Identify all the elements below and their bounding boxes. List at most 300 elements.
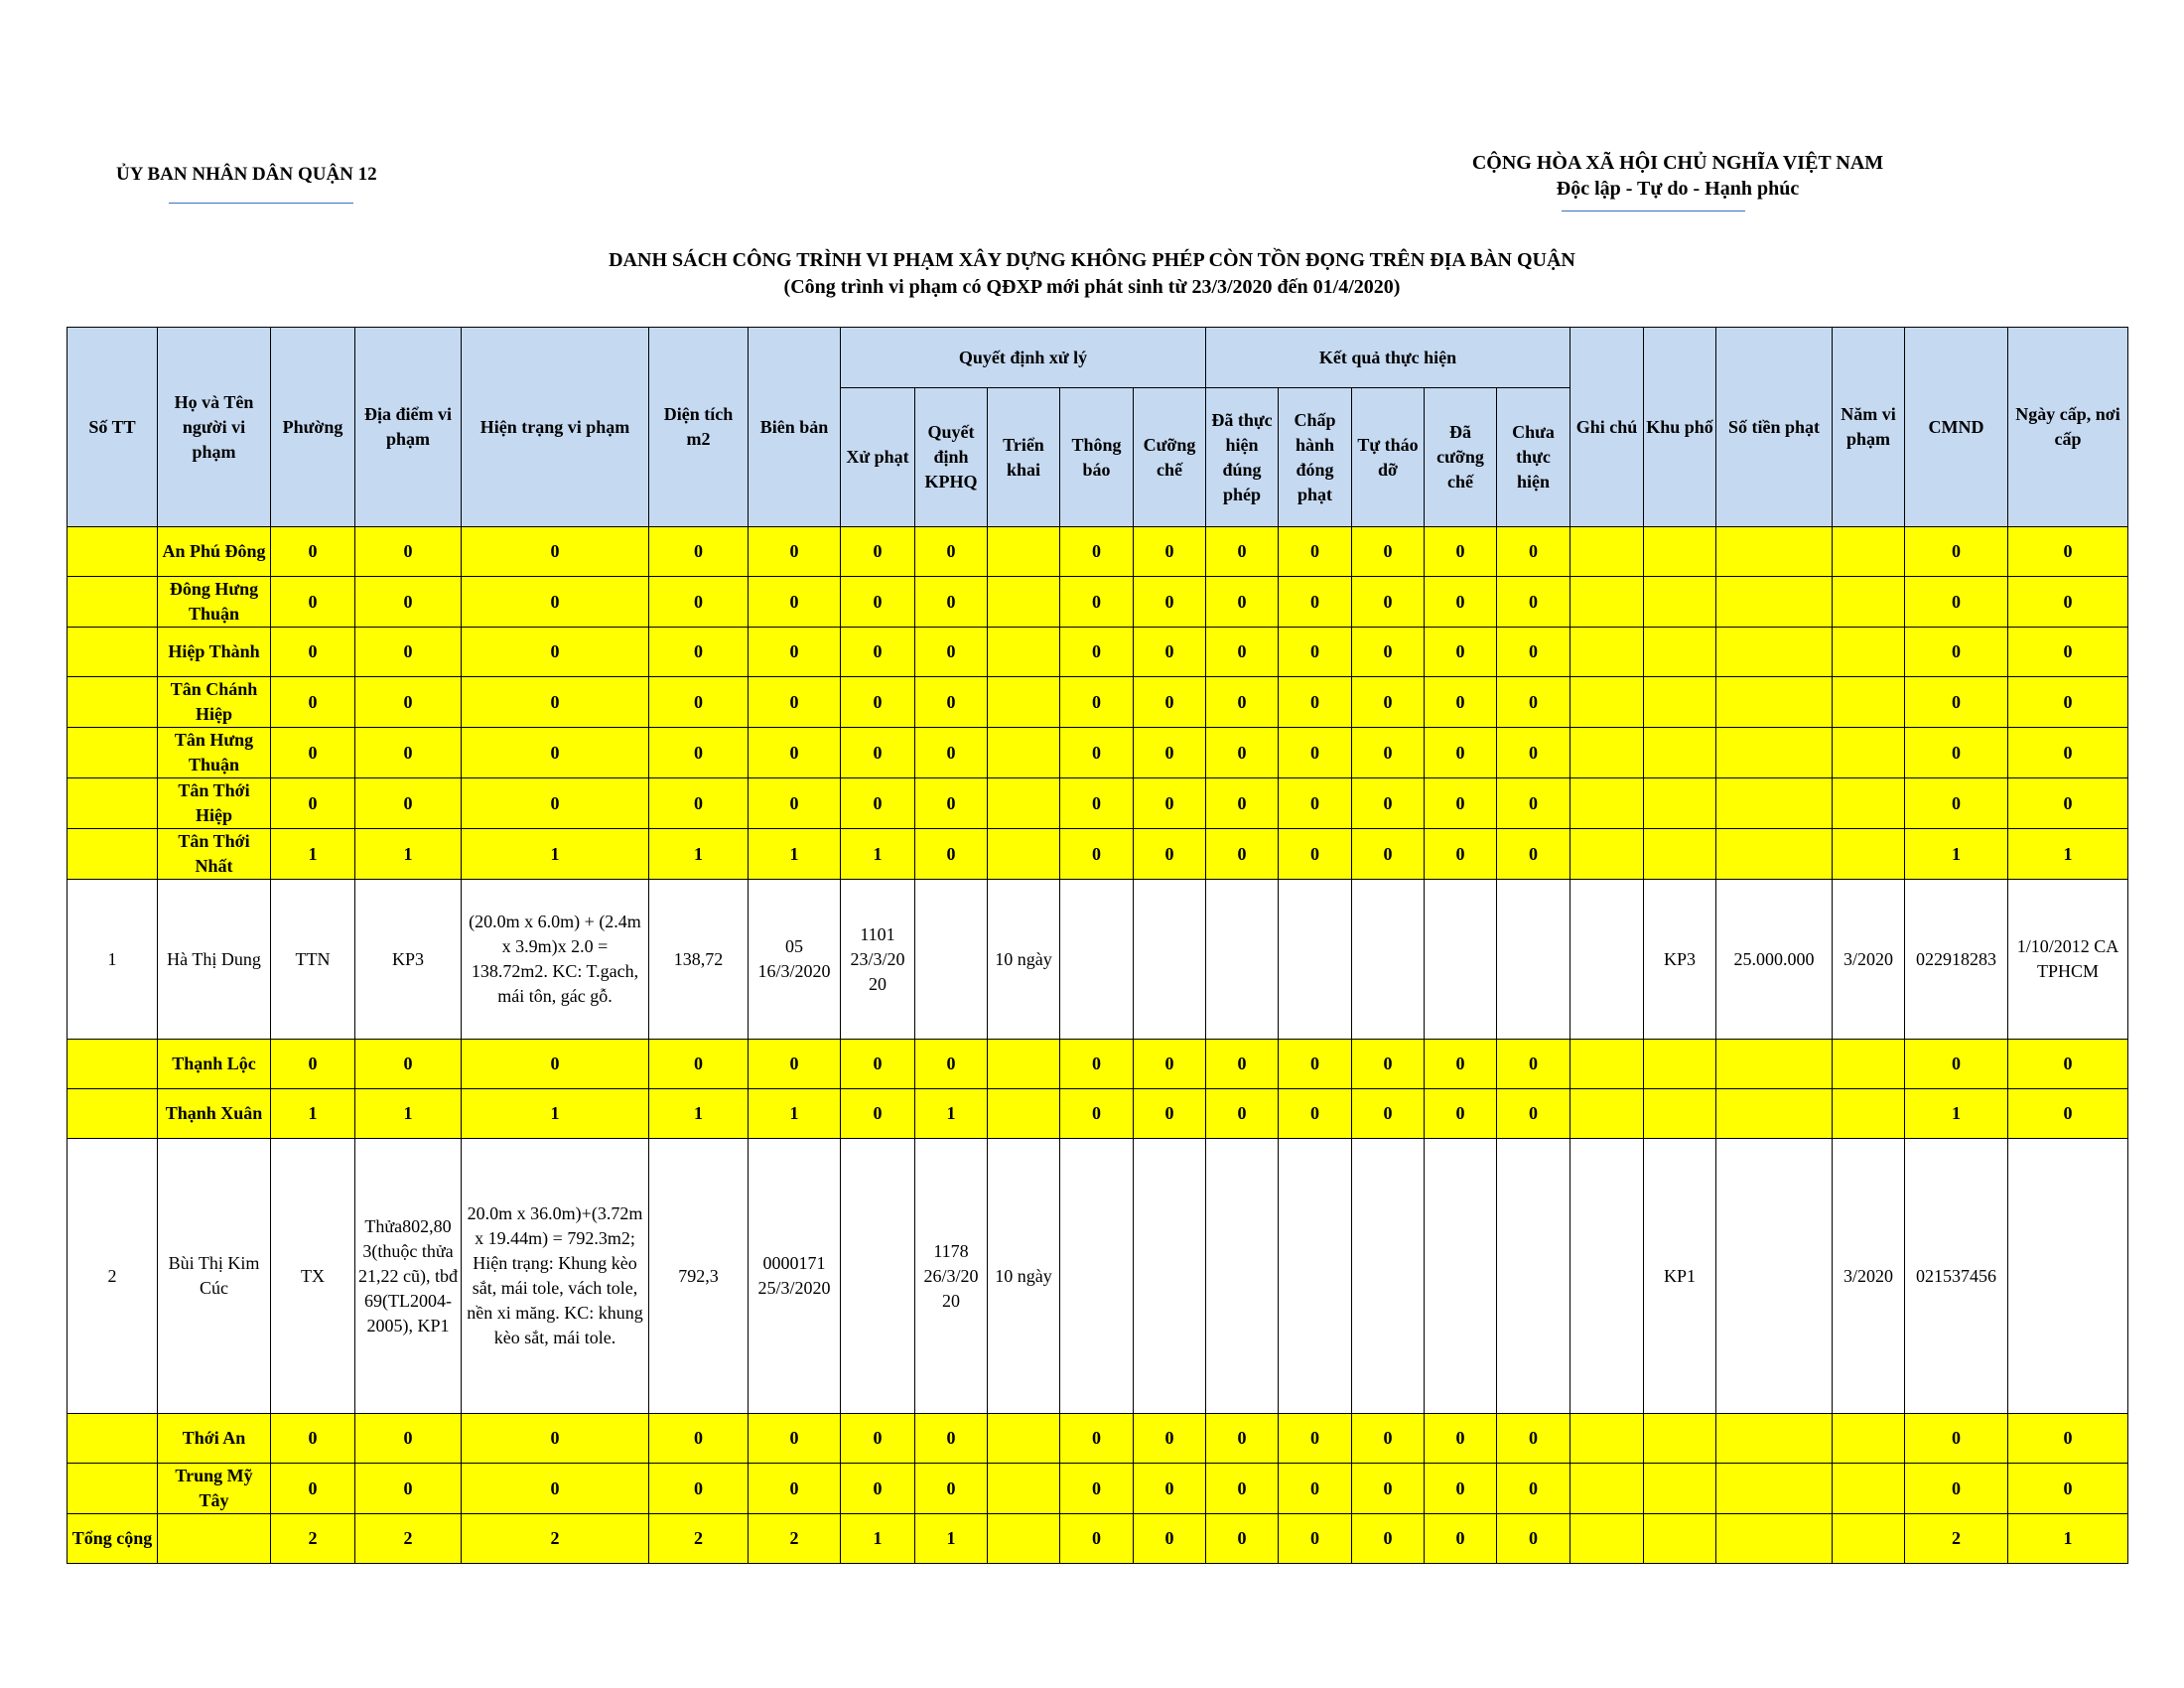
- table-cell: [68, 577, 158, 628]
- table-cell: [988, 1514, 1060, 1564]
- table-cell: 0: [1425, 527, 1497, 577]
- table-cell: 0: [2008, 778, 2128, 829]
- table-cell: 0: [841, 527, 915, 577]
- table-cell: 0: [649, 527, 749, 577]
- table-cell: 0: [1425, 1089, 1497, 1139]
- table-cell: 0: [462, 577, 649, 628]
- table-cell: 0: [1425, 728, 1497, 778]
- table-cell: [1716, 577, 1833, 628]
- table-cell: 0: [1206, 628, 1279, 677]
- table-cell: 1: [649, 1089, 749, 1139]
- col-header: Diện tích m2: [649, 328, 749, 527]
- table-cell: [68, 1464, 158, 1514]
- table-cell: 0: [271, 1040, 355, 1089]
- table-cell: 0: [1134, 1040, 1206, 1089]
- table-cell: 0: [841, 577, 915, 628]
- table-cell: [1644, 1464, 1716, 1514]
- table-cell: 0: [915, 677, 988, 728]
- col-header: Quyết định KPHQ: [915, 388, 988, 527]
- table-cell: [1833, 1464, 1905, 1514]
- table-cell: 0: [1497, 1514, 1570, 1564]
- table-cell: 0: [355, 677, 462, 728]
- table-cell: 0: [1134, 527, 1206, 577]
- table-cell: [2008, 1139, 2128, 1414]
- table-cell: [1644, 728, 1716, 778]
- table-cell: 1: [749, 1089, 841, 1139]
- ward-summary-row: [68, 1040, 2128, 1089]
- table-cell: Tân Thới Nhất: [158, 829, 271, 880]
- table-cell: 0: [1206, 1514, 1279, 1564]
- col-header: Thông báo: [1060, 388, 1134, 527]
- table-body: [68, 527, 2128, 1564]
- table-cell: 1: [355, 829, 462, 880]
- table-cell: 0: [649, 778, 749, 829]
- table-cell: [1644, 628, 1716, 677]
- table-cell: [988, 628, 1060, 677]
- table-cell: 0000171 25/3/2020: [749, 1139, 841, 1414]
- table-cell: [1570, 1089, 1644, 1139]
- table-cell: [1570, 628, 1644, 677]
- table-cell: 1: [841, 1514, 915, 1564]
- table-cell: 0: [749, 577, 841, 628]
- table-cell: 0: [355, 527, 462, 577]
- table-cell: 1: [841, 829, 915, 880]
- table-cell: 0: [915, 829, 988, 880]
- table-cell: 0: [749, 677, 841, 728]
- table-cell: [68, 1089, 158, 1139]
- table-cell: 0: [2008, 527, 2128, 577]
- table-cell: Trung Mỹ Tây: [158, 1464, 271, 1514]
- table-cell: [1833, 1414, 1905, 1464]
- table-cell: 021537456: [1905, 1139, 2008, 1414]
- table-cell: 0: [1425, 628, 1497, 677]
- table-cell: 0: [841, 1464, 915, 1514]
- table-cell: [841, 1139, 915, 1414]
- motto-line: Độc lập - Tự do - Hạnh phúc: [1556, 178, 1800, 200]
- table-cell: 0: [1134, 829, 1206, 880]
- table-cell: 0: [1352, 527, 1425, 577]
- table-cell: 0: [1425, 677, 1497, 728]
- table-cell: 0: [1905, 577, 2008, 628]
- table-cell: [1716, 1414, 1833, 1464]
- table-cell: 0: [841, 677, 915, 728]
- table-cell: 0: [1279, 1464, 1352, 1514]
- table-cell: [1644, 1089, 1716, 1139]
- ward-summary-row: [68, 677, 2128, 728]
- table-cell: [1833, 1514, 1905, 1564]
- table-cell: 0: [649, 577, 749, 628]
- table-cell: 0: [1425, 577, 1497, 628]
- col-header: Cưỡng chế: [1134, 388, 1206, 527]
- title-subtitle: (Công trình vi phạm có QĐXP mới phát sinh từ 23/3/2020 đến 01/4/2020): [783, 276, 1401, 298]
- table-cell: 0: [355, 628, 462, 677]
- violation-row: [68, 880, 2128, 1040]
- national-motto: [1390, 150, 1966, 202]
- table-cell: 0: [1206, 778, 1279, 829]
- table-cell: 0: [1134, 1464, 1206, 1514]
- table-cell: 0: [841, 778, 915, 829]
- table-cell: 0: [649, 1464, 749, 1514]
- table-cell: [988, 1040, 1060, 1089]
- table-cell: 0: [1497, 1089, 1570, 1139]
- table-cell: 0: [1352, 728, 1425, 778]
- table-cell: [1497, 880, 1570, 1040]
- table-cell: [1570, 829, 1644, 880]
- total-row: [68, 1514, 2128, 1564]
- table-cell: [1497, 1139, 1570, 1414]
- table-cell: 0: [749, 1040, 841, 1089]
- table-cell: [1716, 1464, 1833, 1514]
- table-cell: 0: [271, 1464, 355, 1514]
- table-cell: 0: [1497, 1464, 1570, 1514]
- table-cell: 0: [1352, 778, 1425, 829]
- col-header: Xử phạt: [841, 388, 915, 527]
- table-cell: Hiệp Thành: [158, 628, 271, 677]
- table-cell: 0: [915, 1040, 988, 1089]
- table-cell: TX: [271, 1139, 355, 1414]
- table-cell: 0: [1134, 677, 1206, 728]
- table-cell: 0: [271, 1414, 355, 1464]
- table-cell: 0: [649, 1414, 749, 1464]
- table-cell: 2: [749, 1514, 841, 1564]
- table-cell: 0: [462, 1414, 649, 1464]
- table-cell: [1570, 577, 1644, 628]
- table-cell: 0: [749, 527, 841, 577]
- table-cell: [1134, 1139, 1206, 1414]
- table-cell: 3/2020: [1833, 880, 1905, 1040]
- table-cell: [1716, 527, 1833, 577]
- table-cell: 0: [841, 1089, 915, 1139]
- table-cell: 3/2020: [1833, 1139, 1905, 1414]
- table-cell: 1: [271, 829, 355, 880]
- table-cell: [1716, 778, 1833, 829]
- table-cell: 0: [1497, 829, 1570, 880]
- col-header: Tự tháo dỡ: [1352, 388, 1425, 527]
- table-cell: 0: [355, 728, 462, 778]
- table-cell: 0: [1352, 677, 1425, 728]
- col-header: Năm vi phạm: [1833, 328, 1905, 527]
- table-cell: 0: [1060, 728, 1134, 778]
- table-cell: 0: [1352, 577, 1425, 628]
- table-cell: 0: [1352, 1040, 1425, 1089]
- table-cell: [1716, 628, 1833, 677]
- table-cell: [1716, 829, 1833, 880]
- table-cell: 0: [1352, 829, 1425, 880]
- table-cell: 0: [649, 1040, 749, 1089]
- table-cell: 0: [271, 728, 355, 778]
- table-cell: 0: [915, 778, 988, 829]
- table-cell: [68, 628, 158, 677]
- table-cell: Hà Thị Dung: [158, 880, 271, 1040]
- ward-summary-row: [68, 829, 2128, 880]
- table-cell: [1425, 880, 1497, 1040]
- table-cell: 0: [1206, 1464, 1279, 1514]
- table-cell: 1: [2008, 829, 2128, 880]
- table-cell: 0: [1279, 628, 1352, 677]
- table-cell: [158, 1514, 271, 1564]
- table-cell: 0: [1134, 1514, 1206, 1564]
- table-cell: 0: [1905, 1040, 2008, 1089]
- table-cell: [988, 677, 1060, 728]
- table-cell: 2: [1905, 1514, 2008, 1564]
- table-cell: 0: [462, 728, 649, 778]
- table-cell: [1060, 880, 1134, 1040]
- table-cell: 0: [841, 1414, 915, 1464]
- col-header: Ghi chú: [1570, 328, 1644, 527]
- table-cell: 0: [915, 728, 988, 778]
- table-cell: 2: [271, 1514, 355, 1564]
- table-cell: 0: [1279, 1514, 1352, 1564]
- table-cell: 0: [1060, 1089, 1134, 1139]
- table-cell: [988, 577, 1060, 628]
- table-cell: 0: [1060, 1464, 1134, 1514]
- table-cell: 0: [1134, 1414, 1206, 1464]
- table-cell: 0: [749, 628, 841, 677]
- table-cell: 0: [2008, 1089, 2128, 1139]
- table-cell: [988, 778, 1060, 829]
- table-cell: [1833, 778, 1905, 829]
- table-cell: 10 ngày: [988, 1139, 1060, 1414]
- table-cell: 0: [1497, 628, 1570, 677]
- table-cell: 792,3: [649, 1139, 749, 1414]
- ward-summary-row: [68, 577, 2128, 628]
- issuing-authority: ỦY BAN NHÂN DÂN QUẬN 12: [116, 164, 377, 185]
- table-cell: 1: [68, 880, 158, 1040]
- table-cell: 25.000.000: [1716, 880, 1833, 1040]
- authority-underline: [169, 203, 353, 204]
- table-cell: Tổng cộng: [68, 1514, 158, 1564]
- table-cell: [1716, 677, 1833, 728]
- table-cell: 0: [1352, 628, 1425, 677]
- table-cell: [68, 1040, 158, 1089]
- table-cell: 0: [1279, 1414, 1352, 1464]
- table-cell: 0: [1905, 778, 2008, 829]
- table-cell: 0: [1206, 1089, 1279, 1139]
- table-cell: 0: [915, 527, 988, 577]
- table-cell: 0: [2008, 1464, 2128, 1514]
- table-cell: 2: [649, 1514, 749, 1564]
- table-cell: 20.0m x 36.0m)+(3.72m x 19.44m) = 792.3m2; Hiện trạng: Khung kèo sắt, mái tole, vách tole, nền xi măng. KC: khung kèo sắt, mái tole.: [462, 1139, 649, 1414]
- table-cell: Thới An: [158, 1414, 271, 1464]
- table-cell: [1644, 778, 1716, 829]
- table-cell: 0: [462, 677, 649, 728]
- table-cell: 0: [1497, 1040, 1570, 1089]
- table-cell: 0: [1425, 1464, 1497, 1514]
- col-header: CMND: [1905, 328, 2008, 527]
- table-cell: Thạnh Lộc: [158, 1040, 271, 1089]
- table-cell: 0: [1352, 1414, 1425, 1464]
- table-cell: 0: [1425, 829, 1497, 880]
- ward-summary-row: [68, 728, 2128, 778]
- table-cell: 0: [355, 577, 462, 628]
- table-cell: [68, 1414, 158, 1464]
- table-cell: [988, 1089, 1060, 1139]
- table-cell: 0: [2008, 1040, 2128, 1089]
- table-cell: 0: [1060, 577, 1134, 628]
- table-cell: 1: [1905, 829, 2008, 880]
- table-cell: [1716, 1139, 1833, 1414]
- table-cell: 022918283: [1905, 880, 2008, 1040]
- col-header: Khu phố: [1644, 328, 1716, 527]
- table-cell: 2: [355, 1514, 462, 1564]
- table-cell: [1644, 577, 1716, 628]
- table-cell: 138,72: [649, 880, 749, 1040]
- table-cell: 2: [462, 1514, 649, 1564]
- table-cell: 0: [1497, 527, 1570, 577]
- table-cell: 0: [1060, 677, 1134, 728]
- table-cell: 0: [1279, 1040, 1352, 1089]
- table-cell: [1644, 1040, 1716, 1089]
- table-cell: Đông Hưng Thuận: [158, 577, 271, 628]
- table-cell: 0: [1206, 1414, 1279, 1464]
- table-cell: [1279, 1139, 1352, 1414]
- table-cell: 0: [462, 527, 649, 577]
- table-cell: [1833, 1089, 1905, 1139]
- table-cell: [988, 1414, 1060, 1464]
- table-cell: 0: [1279, 1089, 1352, 1139]
- table-cell: [1833, 677, 1905, 728]
- table-cell: 0: [2008, 1414, 2128, 1464]
- table-cell: 0: [1497, 1414, 1570, 1464]
- table-cell: 0: [1206, 1040, 1279, 1089]
- col-header: Ngày cấp, nơi cấp: [2008, 328, 2128, 527]
- table-cell: 0: [1060, 829, 1134, 880]
- table-cell: 0: [915, 1414, 988, 1464]
- table-cell: 0: [271, 527, 355, 577]
- table-cell: 0: [1134, 1089, 1206, 1139]
- table-cell: 1: [749, 829, 841, 880]
- table-cell: [68, 829, 158, 880]
- title-main: DANH SÁCH CÔNG TRÌNH VI PHẠM XÂY DỰNG KHÔNG PHÉP CÒN TỒN ĐỌNG TRÊN ĐỊA BÀN QUẬN: [609, 249, 1575, 271]
- table-cell: 0: [1425, 1040, 1497, 1089]
- table-cell: [1644, 1414, 1716, 1464]
- col-header: Họ và Tên người vi phạm: [158, 328, 271, 527]
- table-cell: 0: [1134, 577, 1206, 628]
- table-cell: [1570, 778, 1644, 829]
- violation-table: [67, 327, 2128, 1564]
- col-header: Số tiền phạt: [1716, 328, 1833, 527]
- table-cell: 1: [915, 1514, 988, 1564]
- table-cell: 1/10/2012 CA TPHCM: [2008, 880, 2128, 1040]
- table-cell: Thạnh Xuân: [158, 1089, 271, 1139]
- table-cell: [1206, 1139, 1279, 1414]
- table-cell: 0: [1352, 1514, 1425, 1564]
- table-cell: 0: [462, 1040, 649, 1089]
- violation-row: [68, 1139, 2128, 1414]
- table-cell: 0: [271, 778, 355, 829]
- table-cell: KP1: [1644, 1139, 1716, 1414]
- table-cell: [1716, 1089, 1833, 1139]
- table-cell: 0: [462, 778, 649, 829]
- table-cell: 1101 23/3/20 20: [841, 880, 915, 1040]
- table-cell: [1833, 628, 1905, 677]
- table-cell: Tân Chánh Hiệp: [158, 677, 271, 728]
- table-cell: [1570, 677, 1644, 728]
- table-cell: [1570, 1514, 1644, 1564]
- table-cell: 0: [271, 677, 355, 728]
- table-cell: [988, 1464, 1060, 1514]
- table-cell: 0: [749, 728, 841, 778]
- table-cell: 0: [1060, 1414, 1134, 1464]
- table-cell: [1352, 1139, 1425, 1414]
- table-cell: 0: [1206, 527, 1279, 577]
- table-cell: [1644, 829, 1716, 880]
- table-cell: 0: [1905, 628, 2008, 677]
- table-cell: 0: [2008, 577, 2128, 628]
- ward-summary-row: [68, 1089, 2128, 1139]
- col-header: Hiện trạng vi phạm: [462, 328, 649, 527]
- table-cell: 0: [1060, 778, 1134, 829]
- col-header: Số TT: [68, 328, 158, 527]
- table-cell: [988, 829, 1060, 880]
- table-cell: [1570, 527, 1644, 577]
- table-cell: 1: [462, 829, 649, 880]
- table-cell: 1: [649, 829, 749, 880]
- table-cell: 1: [462, 1089, 649, 1139]
- table-cell: 0: [1497, 677, 1570, 728]
- table-cell: 0: [649, 677, 749, 728]
- table-cell: 0: [841, 1040, 915, 1089]
- group-header-result: Kết quả thực hiện: [1206, 328, 1570, 388]
- country-name: CỘNG HÒA XÃ HỘI CHỦ NGHĨA VIỆT NAM: [1471, 152, 1884, 174]
- table-cell: [1644, 527, 1716, 577]
- table-cell: 0: [355, 1464, 462, 1514]
- table-cell: 0: [355, 778, 462, 829]
- table-cell: 05 16/3/2020: [749, 880, 841, 1040]
- table-cell: [1352, 880, 1425, 1040]
- table-cell: [1425, 1139, 1497, 1414]
- table-cell: [1833, 829, 1905, 880]
- table-cell: 0: [355, 1414, 462, 1464]
- col-header: Biên bản: [749, 328, 841, 527]
- table-cell: 0: [749, 1414, 841, 1464]
- table-cell: 0: [1060, 628, 1134, 677]
- table-cell: [988, 728, 1060, 778]
- table-cell: 1: [355, 1089, 462, 1139]
- table-cell: 1178 26/3/20 20: [915, 1139, 988, 1414]
- col-header: Đã cưỡng chế: [1425, 388, 1497, 527]
- table-cell: 0: [1497, 728, 1570, 778]
- table-cell: 0: [1134, 628, 1206, 677]
- table-cell: 0: [1279, 829, 1352, 880]
- table-cell: [1833, 577, 1905, 628]
- table-cell: An Phú Đông: [158, 527, 271, 577]
- table-cell: Bùi Thị Kim Cúc: [158, 1139, 271, 1414]
- col-header: Triển khai: [988, 388, 1060, 527]
- table-cell: 0: [1279, 527, 1352, 577]
- table-cell: 0: [1206, 829, 1279, 880]
- table-cell: Tân Thới Hiệp: [158, 778, 271, 829]
- table-cell: [1833, 728, 1905, 778]
- table-cell: 0: [2008, 728, 2128, 778]
- table-cell: 1: [1905, 1089, 2008, 1139]
- table-cell: 0: [915, 1464, 988, 1514]
- ward-summary-row: [68, 628, 2128, 677]
- table-cell: 0: [271, 628, 355, 677]
- table-cell: [1570, 1464, 1644, 1514]
- col-header: Địa điểm vi phạm: [355, 328, 462, 527]
- table-cell: 0: [749, 1464, 841, 1514]
- table-cell: 0: [355, 1040, 462, 1089]
- ward-summary-row: [68, 527, 2128, 577]
- table-cell: [1570, 1414, 1644, 1464]
- table-cell: 2: [68, 1139, 158, 1414]
- table-cell: 0: [1134, 728, 1206, 778]
- table-cell: 0: [1206, 728, 1279, 778]
- table-cell: 0: [2008, 628, 2128, 677]
- table-cell: 0: [649, 728, 749, 778]
- table-cell: 0: [1060, 1040, 1134, 1089]
